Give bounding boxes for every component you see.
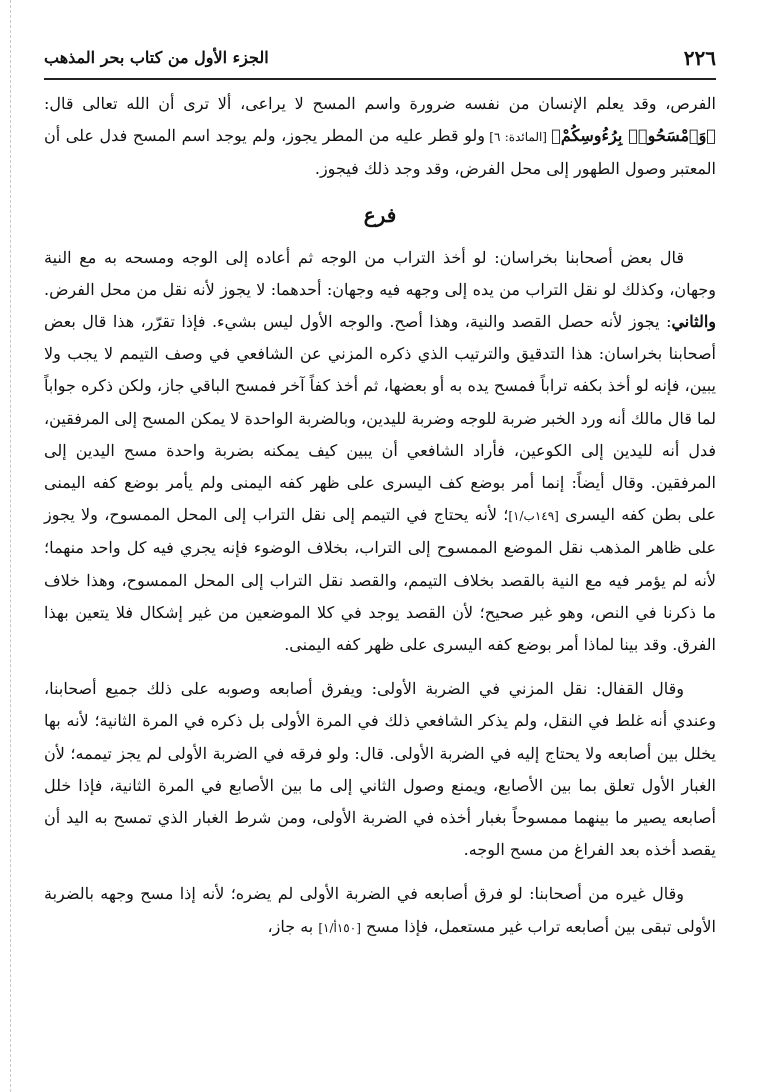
- paragraph-3: [44, 878, 716, 943]
- paragraph-3-part2: به جاز،: [267, 916, 319, 936]
- paragraph-1-bold: والثاني: [671, 312, 716, 332]
- page-header: [44, 42, 716, 76]
- main-text: [44, 88, 716, 944]
- intro-paragraph: [44, 88, 716, 186]
- running-title: الجزء الأول من كتاب بحر المذهب: [44, 48, 269, 67]
- paragraph-1-part1: قال بعض أصحابنا بخراسان: لو أخذ التراب من الوجه ثم أعاده إلى الوجه ومسحه به مع النية وجهان، وكذلك لو نقل التراب من يده إلى وجهه فيه وجهان: أحدهما: لا يجوز لأنه نقل من محل الفرض.: [44, 247, 716, 299]
- paragraph-1-part2: : يجوز لأنه حصل القصد والنية، وهذا أصح. والوجه الأول ليس بشيء. فإذا تقرّر، هذا قال بعض أصحابنا بخراسان: هذا التدقيق والترتيب الذي ذكره المزني عن الشافعي في وصف التيمم لا يجب ولا يبين، فإنه لو أخذ بكفه تراباً فمسح يده به أو بعضها، ثم أخذ كفاً آخر فمسح الباقي جاز، ولكن ذكره جواباً لما قال مالك أنه ورد الخبر ضربة للوجه وضربة لليدين، وبالضربة الواحدة لا يمكن المسح إلى المرفقين، فدل أنه لليدين إلى الكوعين، فأراد الشافعي أن يبين كيف يمكنه بضربة واحدة مسح اليدين إلى المرفقين. وقال أيضاً: إنما أمر بوضع كف اليسرى على ظهر كفه اليمنى ولم يأمر بوضع كفه اليمنى على بطن كفه اليسرى: [44, 312, 717, 525]
- page-number: ٢٢٦: [683, 46, 716, 70]
- paragraph-1-part3: ؛ لأنه يحتاج في التيمم إلى نقل التراب إلى المحل الممسوح، ولا يجوز على ظاهر المذهب نقل الموضع الممسوح إلى التراب، بخلاف الوضوء فإنه يجري فيه كل واحد منهما؛ لأنه لم يؤمر فيه مع النية بالقصد بخلاف التيمم، والقصد نقل التراب إلى المحل الممسوح، وهذا خلاف ما ذكرنا في النص، وهو غير صحيح؛ لأن القصد يوجد في كلا الموضعين من غير إشكال فلا يتعين بهذا الفرق. وقد بينا لماذا أمر بوضع كفه اليسرى على ظهر كفه اليمنى.: [44, 505, 716, 655]
- quran-verse: ﴿وَٱمْسَحُوا۟ بِرُءُوسِكُمْ﴾: [551, 126, 716, 146]
- header-rule: [44, 78, 716, 80]
- paragraph-3-part1: وقال غيره من أصحابنا: لو فرق أصابعه في الضربة الأولى لم يضره؛ لأنه إذا مسح وجهه بالضربة الأولى تبقى بين أصابعه تراب غير مستعمل، فإذا مسح: [44, 884, 716, 936]
- verse-citation: [المائدة: ٦]: [484, 130, 552, 145]
- paragraph-1: [44, 242, 716, 662]
- intro-text-part2: ولو قطر عليه من المطر يجوز، ولم يوجد اسم المسح فدل على أن المعتبر وصول الطهور إلى محل الفرض، وقد وجد ذلك فيجوز.: [44, 126, 716, 179]
- paragraph-2: وقال القفال: نقل المزني في الضربة الأولى: ويفرق أصابعه وصوبه على ذلك جميع أصحابنا، وعندي أنه غلط في النقل، ولم يذكر الشافعي ذلك في المرة الأولى بل ذكره في المرة الثانية؛ لأنه بها يخلل بين أصابعه ولا يحتاج إليه في الضربة الأولى. قال: ولو فرقه في الضربة الأولى لم يجز تيممه؛ لأن الغبار الأول تعلق بما بين الأصابع، ويمنع وصول الثاني إلى ما بين الأصابع في المرة الثانية، فإذا خلل أصابعه يصير ما بينهما ممسوحاً بغبار أخذه في الضربة الأولى، ومن شرط الغبار الذي تمسح به اليد أن يقصد أخذه بعد الفراغ من مسح الوجه.: [44, 679, 717, 860]
- manuscript-ref: [١٥٠أ/١]: [318, 920, 361, 935]
- manuscript-ref: [١٤٩ب/١]: [508, 509, 559, 524]
- intro-text-part1: الفرص، وقد يعلم الإنسان من نفسه ضرورة واسم المسح لا يراعى، ألا ترى أن الله تعالى قال:: [44, 94, 716, 113]
- scan-edge-line: [10, 0, 11, 1092]
- section-heading: فرع: [363, 202, 397, 227]
